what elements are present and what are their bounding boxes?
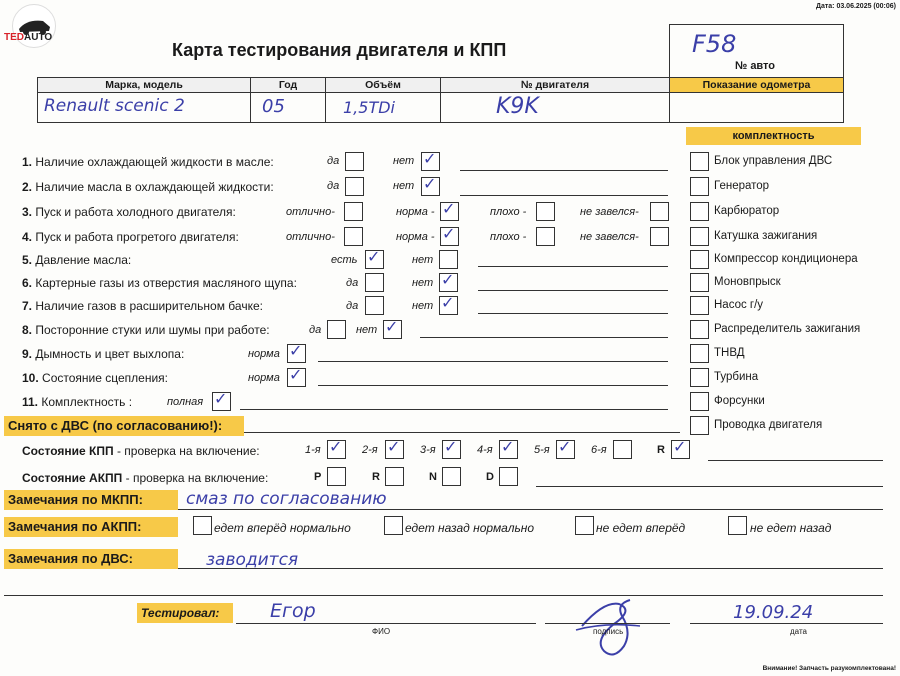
auto-pos-d-box[interactable]	[499, 467, 518, 486]
check-row-4: 4. Пуск и работа прогретого двигателя:	[22, 230, 239, 244]
checkmark-icon: ✓	[423, 149, 437, 168]
kit-item-wiring: Проводка двигателя	[714, 419, 823, 431]
removed-line	[244, 432, 680, 433]
kit-checkbox-ps-pump[interactable]	[690, 296, 709, 315]
engine-remarks-label: Замечания по ДВС:	[4, 549, 178, 569]
notes-line	[178, 568, 883, 569]
check-7-opt-no: нет	[412, 300, 434, 312]
check-3-opt-excellent: отлично-	[286, 206, 335, 218]
notes-line	[420, 337, 668, 338]
check-8-opt-yes: да	[309, 324, 322, 336]
check-5-opt-no: нет	[412, 254, 434, 266]
gear-6-box[interactable]	[613, 440, 632, 459]
check-4-nostart-box[interactable]	[650, 227, 669, 246]
auto-no-forward-box[interactable]	[575, 516, 594, 535]
kit-item-coil: Катушка зажигания	[714, 230, 818, 242]
kit-checkbox-distributor[interactable]	[690, 320, 709, 339]
notes-line	[536, 486, 883, 487]
checkmark-icon: ✓	[387, 437, 401, 456]
manual-remarks-label: Замечания по МКПП:	[4, 490, 178, 510]
gear-2-label: 2-я	[362, 444, 378, 456]
check-5-opt-yes: есть	[331, 254, 358, 266]
engine-value: K9K	[496, 94, 539, 119]
check-7-yes-box[interactable]	[365, 296, 384, 315]
tedauto-logo	[4, 4, 56, 50]
notes-line	[4, 595, 883, 596]
checkmark-icon: ✓	[214, 389, 228, 408]
notes-line	[460, 170, 668, 171]
check-2-opt-no: нет	[393, 180, 415, 192]
checkmark-icon: ✓	[367, 247, 381, 266]
auto-no-backward-box[interactable]	[728, 516, 747, 535]
checkmark-icon: ✓	[444, 437, 458, 456]
auto-forward-ok-box[interactable]	[193, 516, 212, 535]
kit-item-carburetor: Карбюратор	[714, 205, 780, 217]
engine-cell	[440, 92, 670, 123]
checkmark-icon: ✓	[442, 199, 456, 218]
gear-5-label: 5-я	[534, 444, 550, 456]
check-1-no-box[interactable]	[421, 149, 440, 171]
page-title: Карта тестирования двигателя и КПП	[172, 40, 507, 60]
gear-6-label: 6-я	[591, 444, 607, 456]
checkmark-icon: ✓	[558, 437, 572, 456]
auto-pos-n-label: N	[429, 471, 437, 483]
check-3-opt-normal: норма -	[396, 206, 435, 218]
kit-item-fuel-pump: ТНВД	[714, 347, 745, 359]
check-row-6: 6. Картерные газы из отверстия масляного щупа:	[22, 276, 297, 290]
checkmark-icon: ✓	[442, 224, 456, 243]
signature-label: подпись	[593, 627, 624, 636]
kit-item-turbo: Турбина	[714, 371, 759, 383]
notes-line	[460, 195, 668, 196]
gear-r-label: R	[657, 444, 665, 456]
kit-checkbox-wiring[interactable]	[690, 416, 709, 435]
kit-checkbox-ac-compressor[interactable]	[690, 250, 709, 269]
gear-1-box[interactable]	[327, 437, 346, 459]
engine-remarks-value: заводится	[206, 550, 299, 570]
check-9-opt-normal: норма	[248, 348, 280, 360]
print-date: Дата: 03.06.2025 (00:06)	[815, 3, 896, 10]
auto-pos-n-box[interactable]	[442, 467, 461, 486]
gear-3-label: 3-я	[420, 444, 436, 456]
check-3-opt-nostart: не завелся-	[580, 206, 639, 218]
tested-by-label: Тестировал:	[137, 603, 233, 623]
date-label: дата	[790, 627, 807, 636]
check-row-8: 8. Посторонние стуки или шумы при работе:	[22, 323, 270, 337]
signoff-date: 19.09.24	[733, 602, 814, 623]
gear-2-box[interactable]	[385, 437, 404, 459]
kit-item-ac-compressor: Компрессор кондиционера	[714, 253, 858, 265]
checkmark-icon: ✓	[329, 437, 343, 456]
check-2-yes-box[interactable]	[345, 177, 364, 196]
check-3-excellent-box[interactable]	[344, 202, 363, 221]
check-row-7: 7. Наличие газов в расширительном бачке:	[22, 299, 263, 313]
check-1-opt-yes: да	[327, 155, 340, 167]
logo-text: TEDAUTO	[4, 32, 53, 43]
check-4-opt-normal: норма -	[396, 231, 435, 243]
check-4-excellent-box[interactable]	[344, 227, 363, 246]
auto-remarks-label: Замечания по АКПП:	[4, 517, 178, 537]
kit-item-ecu: Блок управления ДВС	[714, 155, 833, 167]
col-engine-header: № двигателя	[440, 77, 670, 93]
odometer-cell	[669, 92, 844, 123]
check-row-9: 9. Дымность и цвет выхлопа:	[22, 347, 185, 361]
model-value: Renault scenic 2	[44, 96, 185, 116]
checkmark-icon: ✓	[673, 437, 687, 456]
check-10-opt-normal: норма	[248, 372, 280, 384]
check-row-1: 1. Наличие охлаждающей жидкости в масле:	[22, 155, 274, 169]
kit-checkbox-coil[interactable]	[690, 227, 709, 246]
checkmark-icon: ✓	[385, 317, 399, 336]
check-4-opt-excellent: отлично-	[286, 231, 335, 243]
auto-pos-p-label: P	[314, 471, 322, 483]
fio-line	[236, 623, 536, 624]
fio-label: ФИО	[372, 627, 391, 636]
col-model-header: Марка, модель	[37, 77, 251, 93]
check-1-yes-box[interactable]	[345, 152, 364, 171]
check-9-normal-box[interactable]	[287, 341, 306, 363]
notes-line	[318, 361, 668, 362]
notes-line	[478, 313, 668, 314]
notes-line	[178, 509, 883, 510]
check-2-opt-yes: да	[327, 180, 340, 192]
gear-r-box[interactable]	[671, 437, 690, 459]
kit-item-ps-pump: Насос г/у	[714, 299, 764, 311]
check-11-opt-full: полная	[167, 396, 204, 408]
check-10-normal-box[interactable]	[287, 365, 306, 387]
year-value: 05	[262, 96, 285, 117]
check-row-10: 10. Состояние сцепления:	[22, 371, 168, 385]
auto-pos-r-label: R	[372, 471, 380, 483]
checkmark-icon: ✓	[423, 174, 437, 193]
auto-pos-d-label: D	[486, 471, 494, 483]
notes-line	[240, 409, 668, 410]
notes-line	[708, 460, 883, 461]
gear-5-box[interactable]	[556, 437, 575, 459]
check-7-opt-yes: да	[346, 300, 359, 312]
kit-checkbox-injectors[interactable]	[690, 392, 709, 411]
check-7-no-box[interactable]	[439, 293, 458, 315]
signature-line	[545, 623, 670, 624]
check-6-opt-no: нет	[412, 277, 434, 289]
checkmark-icon: ✓	[441, 270, 455, 289]
date-line	[690, 623, 883, 624]
kit-checkbox-carburetor[interactable]	[690, 202, 709, 221]
auto-number-value: F58	[692, 30, 737, 58]
col-year-header: Год	[250, 77, 326, 93]
kit-item-distributor: Распределитель зажигания	[714, 323, 861, 335]
odometer-header: Показание одометра	[669, 77, 844, 93]
check-3-normal-box[interactable]	[440, 199, 459, 221]
kit-header: комплектность	[686, 127, 861, 145]
auto-backward-ok-label: едет назад нормально	[405, 521, 535, 535]
notes-line	[478, 266, 668, 267]
check-4-bad-box[interactable]	[536, 227, 555, 246]
auto-pos-p-box[interactable]	[327, 467, 346, 486]
checkmark-icon: ✓	[441, 293, 455, 312]
check-5-yes-box[interactable]	[365, 247, 384, 269]
gear-4-label: 4-я	[477, 444, 493, 456]
check-8-no-box[interactable]	[383, 317, 402, 339]
auto-no-forward-label: не едет вперёд	[596, 521, 686, 535]
check-row-11: 11. Комплектность :	[22, 395, 133, 409]
auto-number-label: № авто	[735, 60, 776, 72]
checkmark-icon: ✓	[289, 365, 303, 384]
check-3-nostart-box[interactable]	[650, 202, 669, 221]
footer-warning: Внимание! Запчасть разукомплектована!	[762, 665, 896, 672]
removed-label: Снято с ДВС (по согласованию!):	[4, 416, 244, 436]
gear-4-box[interactable]	[499, 437, 518, 459]
check-row-3: 3. Пуск и работа холодного двигателя:	[22, 205, 236, 219]
check-8-opt-no: нет	[356, 324, 378, 336]
kit-checkbox-mono-injection[interactable]	[690, 273, 709, 292]
checkmark-icon: ✓	[289, 341, 303, 360]
gear-3-box[interactable]	[442, 437, 461, 459]
kit-checkbox-ecu[interactable]	[690, 152, 709, 171]
check-row-2: 2. Наличие масла в охлаждающей жидкости:	[22, 180, 274, 194]
check-3-bad-box[interactable]	[536, 202, 555, 221]
kit-item-generator: Генератор	[714, 180, 770, 192]
gear-1-label: 1-я	[305, 444, 321, 456]
notes-line	[318, 385, 668, 386]
notes-line	[478, 290, 668, 291]
tester-name: Егор	[270, 600, 316, 622]
manual-gearbox-row: Состояние КПП - проверка на включение:	[22, 444, 260, 458]
check-4-normal-box[interactable]	[440, 224, 459, 246]
check-3-opt-bad: плохо -	[490, 206, 527, 218]
auto-backward-ok-box[interactable]	[384, 516, 403, 535]
check-11-full-box[interactable]	[212, 389, 231, 411]
check-4-opt-nostart: не завелся-	[580, 231, 639, 243]
volume-value: 1,5TDi	[343, 98, 395, 117]
check-4-opt-bad: плохо -	[490, 231, 527, 243]
check-row-5: 5. Давление масла:	[22, 253, 132, 267]
manual-remarks-value: смаз по согласованию	[186, 489, 387, 509]
check-6-no-box[interactable]	[439, 270, 458, 292]
kit-checkbox-fuel-pump[interactable]	[690, 344, 709, 363]
check-1-opt-no: нет	[393, 155, 415, 167]
kit-checkbox-generator[interactable]	[690, 177, 709, 196]
auto-gearbox-row: Состояние АКПП - проверка на включение:	[22, 471, 269, 485]
check-6-yes-box[interactable]	[365, 273, 384, 292]
auto-no-backward-label: не едет назад	[750, 521, 832, 535]
kit-item-injectors: Форсунки	[714, 395, 765, 407]
check-8-yes-box[interactable]	[327, 320, 346, 339]
check-6-opt-yes: да	[346, 277, 359, 289]
check-5-no-box[interactable]	[439, 250, 458, 269]
auto-forward-ok-label: едет вперёд нормально	[214, 521, 351, 535]
checkmark-icon: ✓	[501, 437, 515, 456]
kit-checkbox-turbo[interactable]	[690, 368, 709, 387]
col-volume-header: Объём	[325, 77, 441, 93]
kit-item-mono-injection: Моновпрыск	[714, 276, 781, 288]
check-2-no-box[interactable]	[421, 174, 440, 196]
auto-pos-r-box[interactable]	[385, 467, 404, 486]
